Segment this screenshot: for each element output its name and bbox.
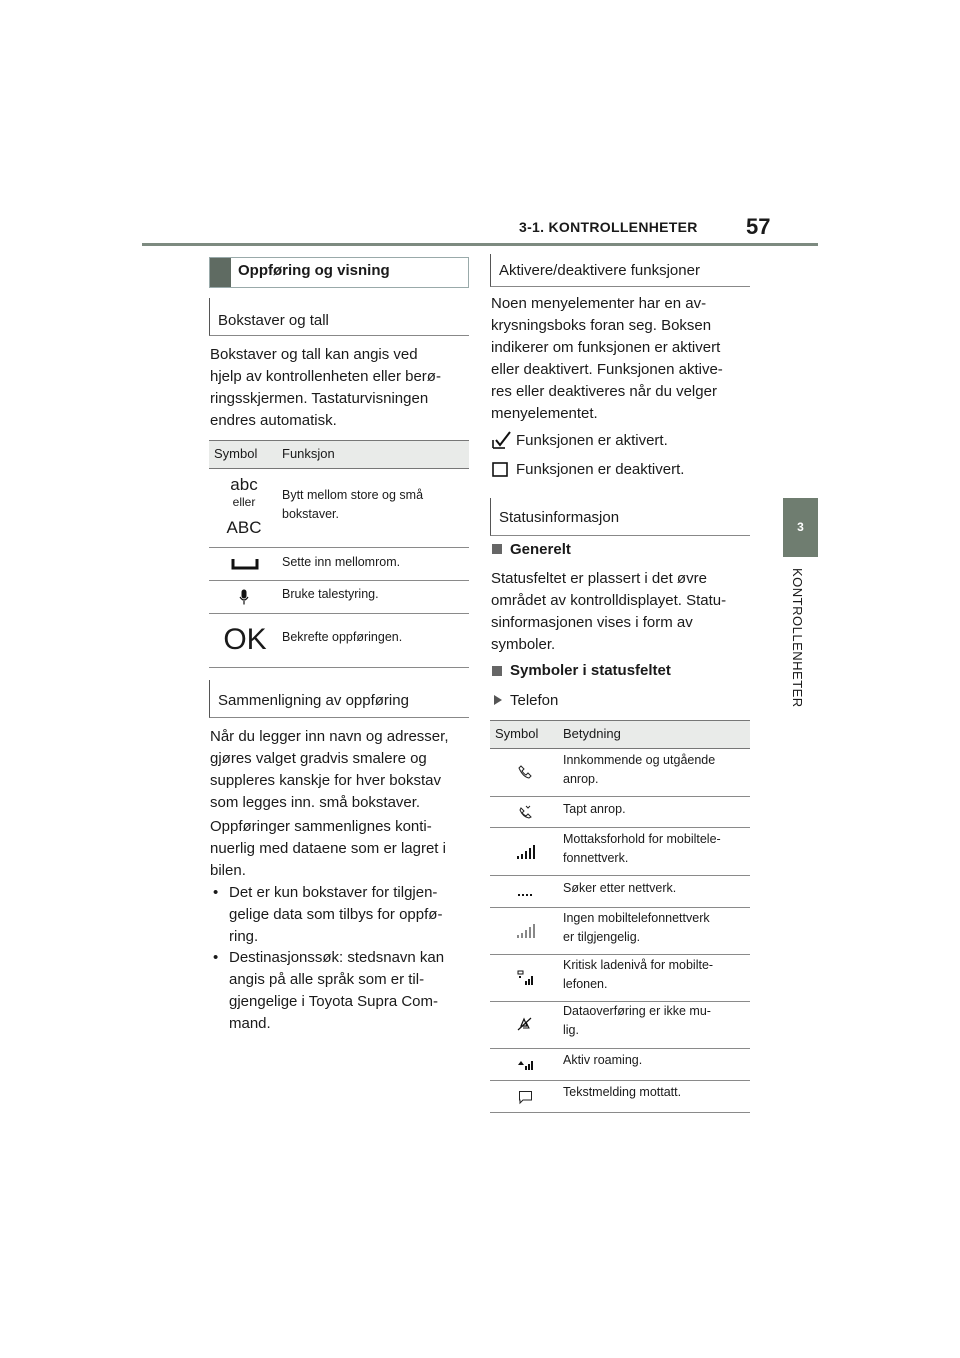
no-network-icon [516,923,536,939]
table-row: Aktiv roaming. [490,1048,750,1081]
uppercase-symbol: ABC [226,518,262,537]
page-number: 57 [746,214,771,239]
subheading-status: Statusinformasjon [499,509,620,526]
missed-call-icon [518,805,532,819]
checked-box-icon [492,431,512,449]
phone-icon [518,765,532,779]
paragraph-activate: Noen menyelementer har en av- krysningsboks foran seg. Boksen indikerer om funksjonen er aktivert eller deaktivert. Funksjonen aktive- res eller deaktiveres når du velger menyelementet. [491,295,723,422]
or-label: eller [232,495,256,509]
inactive-label: Funksjonen er deaktivert. [516,461,685,478]
chapter-title: 3-1. KONTROLLENHETER [519,219,698,235]
message-icon [518,1090,534,1105]
table-row: OK Bekrefte oppføringen. [209,613,469,668]
chapter-side-label: KONTROLLENHETER [790,568,805,708]
table-header: Symbol Funksjon [209,440,469,469]
section-header [209,257,469,288]
chapter-tab: 3 [783,498,818,557]
table-row: Ingen mobiltelefonnettverk er tilgjengelig. [490,907,750,955]
subheading-comparison: Sammenligning av oppføring [218,692,409,709]
table-header: Symbol Betydning [490,720,750,749]
bullet-item: • Destinasjonssøk: stedsnavn kan angis på alle språk som er til- gjengelige i Toyota Supra Com- mand. [213,949,445,1032]
subheading-box [209,680,469,718]
table-row: Sette inn mellomrom. [209,547,469,581]
lowercase-symbol: abc [230,475,258,494]
ok-symbol: OK [223,623,267,656]
searching-network-icon [517,893,535,897]
table-row: Mottaksforhold for mobiltele- fonnettverk. [490,827,750,876]
empty-box-icon [492,461,509,478]
space-icon [231,558,259,570]
table-row: abc eller ABC Bytt mellom store og små bokstaver. [209,467,469,548]
roaming-icon [517,1057,535,1071]
microphone-icon [239,589,249,605]
subheading-box [490,498,750,536]
heading-symbols: Symboler i statusfeltet [510,662,671,679]
table-row: Tapt anrop. [490,796,750,828]
table-row: Bruke talestyring. [209,580,469,614]
subheading-box [490,254,750,287]
triangle-marker-icon [493,694,503,706]
heading-marker [492,544,502,554]
heading-marker [492,666,502,676]
paragraph-comparison: Når du legger inn navn og adresser, gjøres valget gradvis smalere og suppleres kanskje for hver bokstav som legges inn. små bokstaver. [210,728,449,811]
paragraph-matching: Oppføringer sammenlignes konti- nuerlig med dataene som er lagret i bilen. [210,818,446,879]
low-battery-icon [517,970,535,986]
data-off-icon [517,1016,533,1032]
table-row: Innkommende og utgående anrop. [490,747,750,797]
bullet-item: • Det er kun bokstaver for tilgjen- gelige data som tilbys for oppfø- ring. [213,884,443,945]
paragraph-letters: Bokstaver og tall kan angis ved hjelp av kontrollenheten eller berø- ringsskjermen. Tastaturvisningen endres automatisk. [210,346,441,429]
subheading-telefon: Telefon [510,692,559,709]
subheading-letters: Bokstaver og tall [218,312,329,329]
active-label: Funksjonen er aktivert. [516,432,668,449]
heading-general: Generelt [510,541,571,558]
subheading-activate: Aktivere/deaktivere funksjoner [499,262,700,279]
section-title: Oppføring og visning [238,262,390,279]
header-rule [142,243,818,246]
subheading-box [209,298,469,336]
table-row: Dataoverføring er ikke mu- lig. [490,1001,750,1049]
paragraph-status: Statusfeltet er plassert i det øvre området av kontrolldisplayet. Statu- sinformasjonen vises i form av symboler. [491,570,727,653]
table-row: Kritisk ladenivå for mobilte- lefonen. [490,954,750,1002]
table-row: Søker etter nettverk. [490,875,750,908]
table-row: Tekstmelding mottatt. [490,1080,750,1113]
signal-bars-icon [516,844,536,860]
